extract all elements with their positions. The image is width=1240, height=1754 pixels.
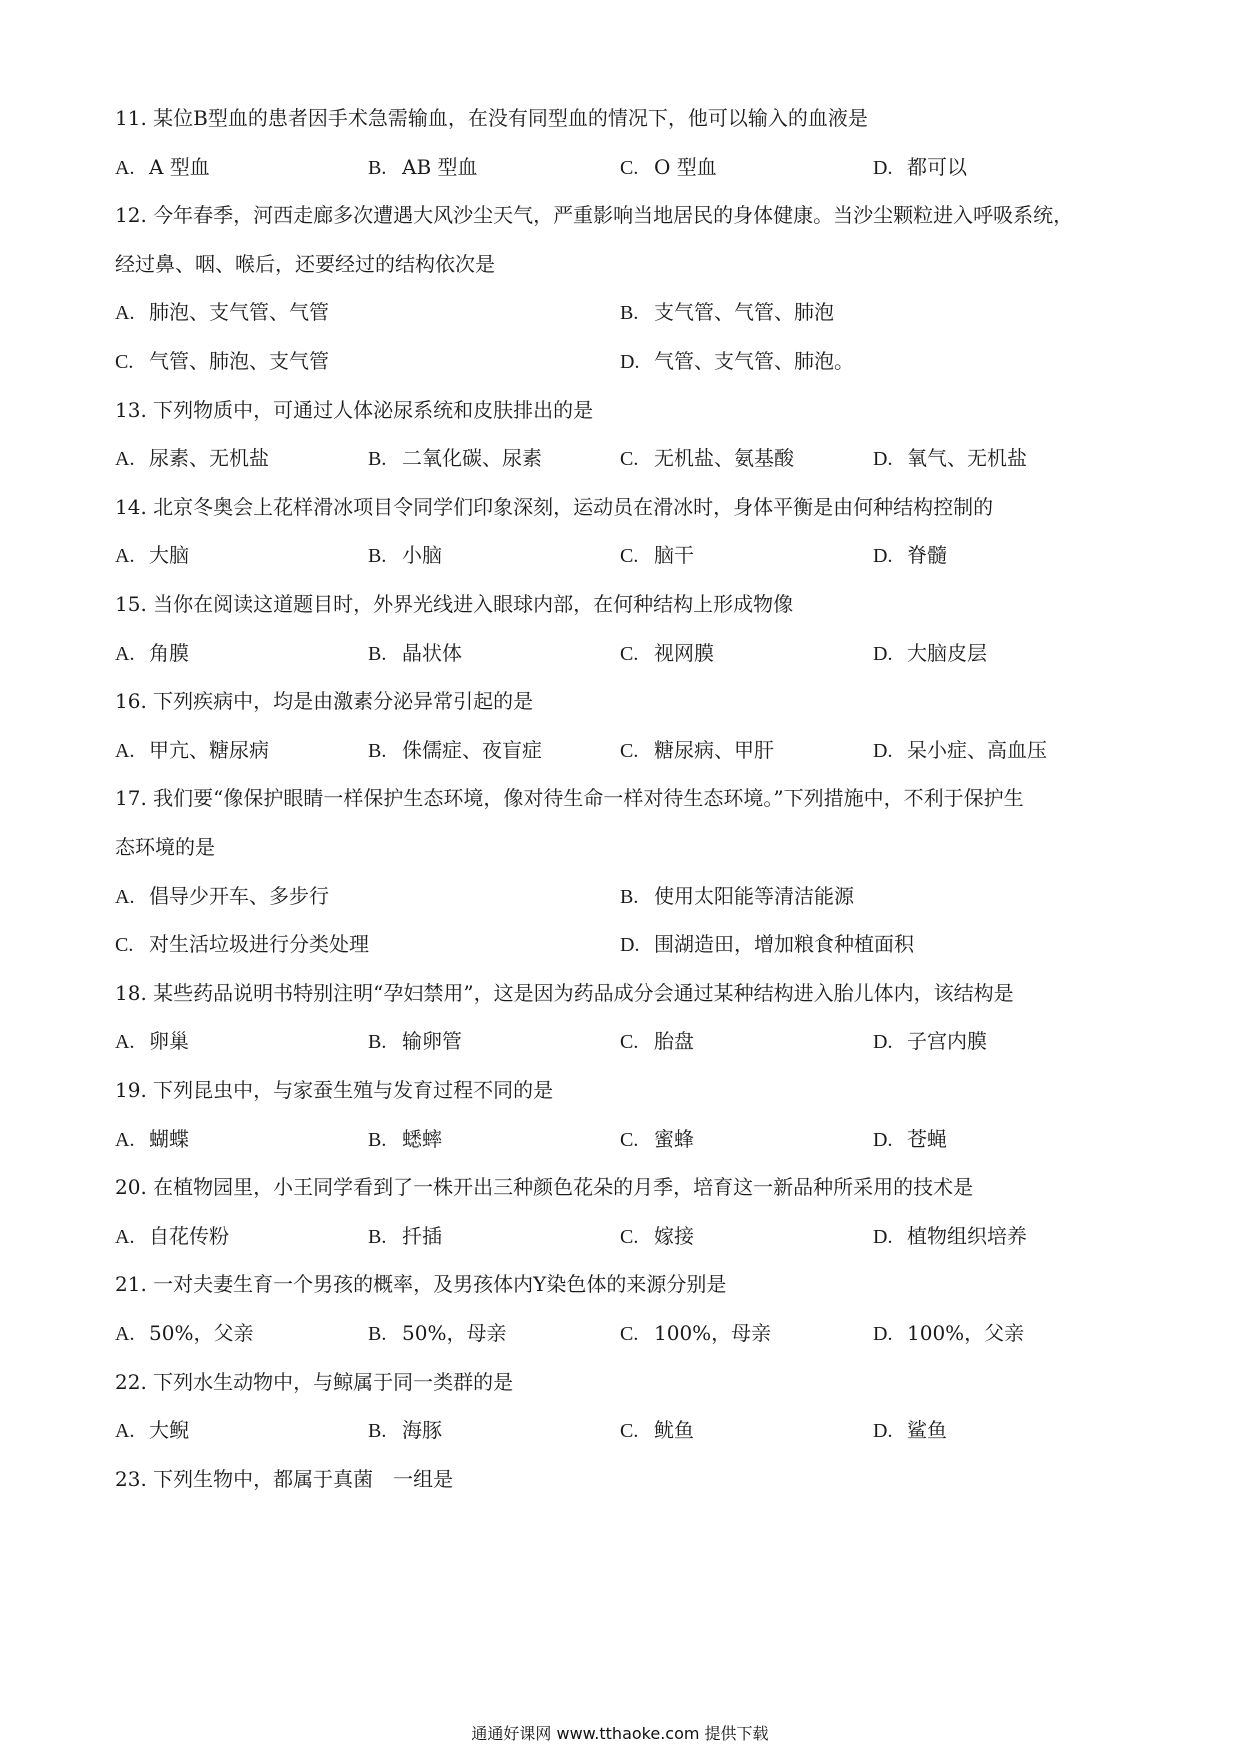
- option-text: 气管、支气管、肺泡。: [654, 349, 854, 373]
- option-row: [115, 1027, 1140, 1055]
- answer-option: [368, 736, 542, 765]
- answer-option: [115, 882, 329, 911]
- option-letter: B.: [368, 1226, 387, 1248]
- option-text: 子宫内膜: [907, 1029, 987, 1053]
- question-stem: 13. 下列物质中，可通过人体泌尿系统和皮肤排出的是: [115, 398, 594, 422]
- question-stem: 16. 下列疾病中，均是由激素分泌异常引起的是: [115, 689, 534, 713]
- answer-option: [368, 1416, 442, 1445]
- question-stem: 15. 当你在阅读这道题目时，外界光线进入眼球内部，在何种结构上形成物像: [115, 592, 794, 616]
- answer-option: [620, 930, 914, 959]
- option-text: 小脑: [402, 543, 442, 567]
- option-text: 嫁接: [654, 1224, 694, 1248]
- answer-option: [115, 1027, 189, 1056]
- answer-option: [368, 541, 442, 570]
- option-text: 自花传粉: [149, 1224, 229, 1248]
- option-text: 蟋蟀: [402, 1127, 442, 1151]
- option-text: 视网膜: [654, 641, 714, 665]
- option-letter: D.: [873, 1226, 893, 1248]
- option-text: 脊髓: [907, 543, 947, 567]
- option-letter: C.: [620, 1031, 639, 1053]
- answer-option: [873, 1125, 947, 1154]
- option-text: AB 型血: [402, 155, 478, 179]
- option-text: 植物组织培养: [907, 1224, 1027, 1248]
- option-letter: B.: [620, 886, 639, 908]
- option-row: [115, 298, 1140, 326]
- option-letter: B.: [368, 643, 387, 665]
- answer-option: [368, 1319, 506, 1348]
- answer-option: [368, 639, 462, 668]
- option-row: [115, 347, 1140, 375]
- answer-option: [368, 153, 478, 182]
- option-letter: D.: [873, 1420, 893, 1442]
- answer-option: [873, 736, 1047, 765]
- answer-option: [620, 1125, 694, 1154]
- answer-option: [620, 736, 774, 765]
- answer-option: [620, 298, 834, 327]
- option-text: 大脑皮层: [907, 641, 987, 665]
- option-letter: C.: [620, 740, 639, 762]
- option-row: [115, 1222, 1140, 1250]
- option-letter: D.: [873, 157, 893, 179]
- option-text: 对生活垃圾进行分类处理: [149, 932, 369, 956]
- option-row: [115, 541, 1140, 569]
- option-row: [115, 882, 1140, 910]
- answer-option: [368, 1125, 442, 1154]
- question-stem: 17. 我们要“像保护眼睛一样保护生态环境，像对待生命一样对待生态环境。”下列措施中，不利于保护生: [115, 786, 1024, 810]
- answer-option: [620, 882, 854, 911]
- option-letter: A.: [115, 1323, 135, 1345]
- option-text: 100%，父亲: [907, 1321, 1025, 1345]
- option-text: 大鲵: [149, 1418, 189, 1442]
- answer-option: [620, 639, 714, 668]
- answer-option: [620, 1027, 694, 1056]
- option-letter: B.: [368, 1031, 387, 1053]
- answer-option: [115, 1222, 229, 1251]
- answer-option: [115, 347, 329, 376]
- option-letter: D.: [873, 1031, 893, 1053]
- question-stem: 22. 下列水生动物中，与鲸属于同一类群的是: [115, 1370, 514, 1394]
- option-text: 使用太阳能等清洁能源: [654, 884, 854, 908]
- option-text: 气管、肺泡、支气管: [149, 349, 329, 373]
- answer-option: [115, 930, 369, 959]
- answer-option: [368, 1027, 462, 1056]
- option-letter: B.: [368, 1323, 387, 1345]
- answer-option: [620, 153, 717, 182]
- answer-option: [873, 1027, 987, 1056]
- option-text: 苍蝇: [907, 1127, 947, 1151]
- answer-option: [873, 1319, 1024, 1348]
- option-text: 氧气、无机盐: [907, 446, 1027, 470]
- answer-option: [115, 298, 329, 327]
- question-stem: 11. 某位B型血的患者因手术急需输血，在没有同型血的情况下，他可以输入的血液是: [115, 106, 868, 130]
- option-text: 糖尿病、甲肝: [654, 738, 774, 762]
- option-text: 支气管、气管、肺泡: [654, 300, 834, 324]
- answer-option: [115, 1416, 189, 1445]
- option-text: 无机盐、氨基酸: [654, 446, 794, 470]
- answer-option: [620, 1319, 771, 1348]
- option-letter: B.: [368, 1129, 387, 1151]
- option-letter: A.: [115, 157, 135, 179]
- option-letter: C.: [620, 157, 639, 179]
- option-letter: D.: [873, 448, 893, 470]
- question-stem: 经过鼻、咽、喉后，还要经过的结构依次是: [115, 252, 495, 276]
- option-letter: A.: [115, 1420, 135, 1442]
- option-letter: A.: [115, 1129, 135, 1151]
- answer-option: [873, 1416, 947, 1445]
- option-letter: A.: [115, 302, 135, 324]
- option-letter: D.: [620, 351, 640, 373]
- option-letter: A.: [115, 545, 135, 567]
- question-stem: 19. 下列昆虫中，与家蚕生殖与发育过程不同的是: [115, 1078, 554, 1102]
- answer-option: [873, 444, 1027, 473]
- answer-option: [620, 1222, 694, 1251]
- option-letter: A.: [115, 1226, 135, 1248]
- option-text: 卵巢: [149, 1029, 189, 1053]
- option-text: A 型血: [149, 155, 210, 179]
- option-letter: D.: [873, 1129, 893, 1151]
- answer-option: [620, 444, 794, 473]
- option-row: [115, 1416, 1140, 1444]
- answer-option: [115, 541, 189, 570]
- option-text: 二氧化碳、尿素: [402, 446, 542, 470]
- option-text: 大脑: [149, 543, 189, 567]
- question-stem: 14. 北京冬奥会上花样滑冰项目令同学们印象深刻，运动员在滑冰时，身体平衡是由何种结构控制的: [115, 495, 994, 519]
- option-letter: C.: [115, 351, 134, 373]
- option-letter: D.: [873, 545, 893, 567]
- option-text: 甲亢、糖尿病: [149, 738, 269, 762]
- answer-option: [620, 541, 694, 570]
- option-text: 晶状体: [402, 641, 462, 665]
- option-letter: C.: [115, 934, 134, 956]
- option-letter: B.: [368, 157, 387, 179]
- option-letter: B.: [368, 545, 387, 567]
- answer-option: [115, 444, 269, 473]
- option-text: 胎盘: [654, 1029, 694, 1053]
- option-letter: A.: [115, 643, 135, 665]
- page-footer: 通通好课网 www.tthaoke.com 提供下载: [471, 1724, 769, 1743]
- option-text: 角膜: [149, 641, 189, 665]
- option-letter: A.: [115, 448, 135, 470]
- option-letter: B.: [368, 1420, 387, 1442]
- answer-option: [873, 541, 947, 570]
- answer-option: [873, 639, 987, 668]
- option-letter: D.: [873, 740, 893, 762]
- question-stem: 12. 今年春季，河西走廊多次遭遇大风沙尘天气，严重影响当地居民的身体健康。当沙尘颗粒进入呼吸系统，: [115, 203, 1074, 227]
- answer-option: [873, 1222, 1027, 1251]
- answer-option: [620, 1416, 694, 1445]
- answer-option: [115, 736, 269, 765]
- option-row: [115, 1125, 1140, 1153]
- option-text: 输卵管: [402, 1029, 462, 1053]
- answer-option: [873, 153, 967, 182]
- option-letter: A.: [115, 886, 135, 908]
- question-stem: 18. 某些药品说明书特别注明“孕妇禁用”，这是因为药品成分会通过某种结构进入胎儿体内，该结构是: [115, 981, 1014, 1005]
- option-text: 肺泡、支气管、气管: [149, 300, 329, 324]
- option-text: 50%，父亲: [149, 1321, 254, 1345]
- question-stem: 21. 一对夫妻生育一个男孩的概率，及男孩体内Y染色体的来源分别是: [115, 1272, 727, 1296]
- option-letter: D.: [873, 643, 893, 665]
- option-text: 鱿鱼: [654, 1418, 694, 1442]
- option-text: 扦插: [402, 1224, 442, 1248]
- option-row: [115, 444, 1140, 472]
- answer-option: [115, 1319, 253, 1348]
- option-text: 蝴蝶: [149, 1127, 189, 1151]
- answer-option: [115, 1125, 189, 1154]
- question-stem: 态环境的是: [115, 835, 215, 859]
- option-letter: D.: [620, 934, 640, 956]
- option-row: [115, 153, 1140, 181]
- option-letter: C.: [620, 1226, 639, 1248]
- option-text: 尿素、无机盐: [149, 446, 269, 470]
- option-letter: C.: [620, 1129, 639, 1151]
- answer-option: [115, 639, 189, 668]
- option-text: 围湖造田，增加粮食种植面积: [654, 932, 914, 956]
- question-stem: 23. 下列生物中，都属于真菌 一组是: [115, 1467, 454, 1491]
- option-text: 倡导少开车、多步行: [149, 884, 329, 908]
- option-letter: C.: [620, 643, 639, 665]
- option-text: 50%，母亲: [402, 1321, 507, 1345]
- answer-option: [620, 347, 854, 376]
- option-text: 100%，母亲: [654, 1321, 772, 1345]
- option-letter: A.: [115, 1031, 135, 1053]
- option-row: [115, 736, 1140, 764]
- answer-option: [115, 153, 210, 182]
- option-letter: B.: [368, 740, 387, 762]
- option-letter: C.: [620, 1323, 639, 1345]
- option-text: 海豚: [402, 1418, 442, 1442]
- option-text: 呆小症、高血压: [907, 738, 1047, 762]
- option-text: 蜜蜂: [654, 1127, 694, 1151]
- option-letter: A.: [115, 740, 135, 762]
- option-text: O 型血: [654, 155, 717, 179]
- answer-option: [368, 1222, 442, 1251]
- question-stem: 20. 在植物园里，小王同学看到了一株开出三种颜色花朵的月季，培育这一新品种所采用的技术是: [115, 1175, 974, 1199]
- option-letter: D.: [873, 1323, 893, 1345]
- option-row: [115, 1319, 1140, 1347]
- option-letter: B.: [368, 448, 387, 470]
- option-text: 脑干: [654, 543, 694, 567]
- answer-option: [368, 444, 542, 473]
- option-text: 都可以: [907, 155, 967, 179]
- option-letter: B.: [620, 302, 639, 324]
- option-letter: C.: [620, 545, 639, 567]
- option-row: [115, 639, 1140, 667]
- option-letter: C.: [620, 1420, 639, 1442]
- option-text: 鲨鱼: [907, 1418, 947, 1442]
- option-text: 侏儒症、夜盲症: [402, 738, 542, 762]
- option-letter: C.: [620, 448, 639, 470]
- option-row: [115, 930, 1140, 958]
